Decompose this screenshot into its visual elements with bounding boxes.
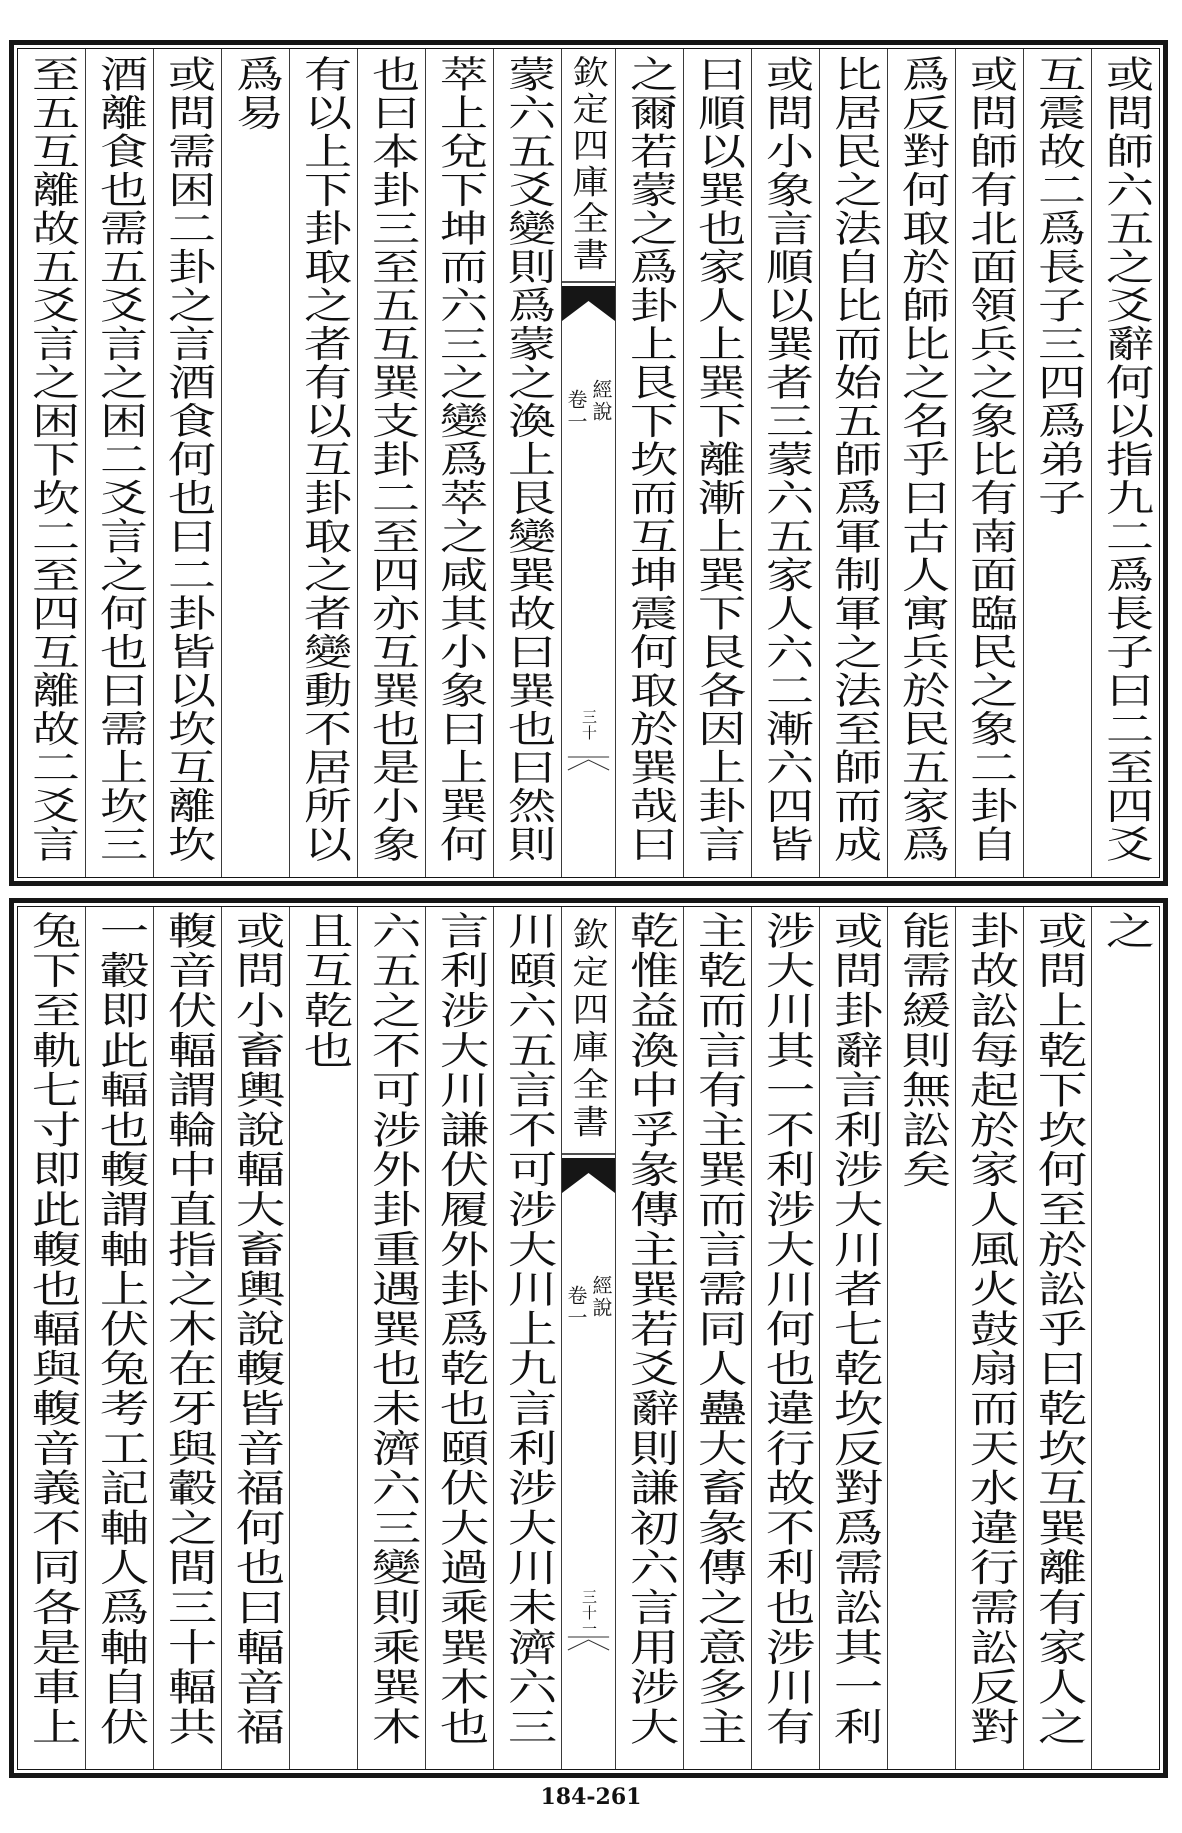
- gutter-title: [562, 55, 615, 274]
- text-column: [1091, 907, 1159, 1769]
- column-text: 也曰本卦三至五互巽支卦二至四亦互巽也是小象: [363, 55, 420, 864]
- text-column: [615, 907, 683, 1769]
- fishtail-ornament-icon: [562, 281, 615, 325]
- column-text: 能需緩則無訟矣: [892, 911, 951, 1190]
- gutter-folio-text: 三十: [580, 709, 598, 741]
- text-column: [751, 49, 819, 877]
- text-column: [153, 907, 221, 1769]
- gutter-volume: 卷一: [564, 389, 588, 433]
- column-text: 主乾而言有主巽而言需同人蠱大畜彖傳之意多主: [688, 911, 747, 1747]
- text-column: [683, 49, 751, 877]
- text-column: [289, 49, 357, 877]
- text-column: [493, 907, 561, 1769]
- column-text: 或問需困二卦之言酒食何也曰二卦皆以坎互離坎: [159, 55, 216, 864]
- column-text: 卦故訟每起於家人風火鼓扇而天水違行需訟反對: [960, 911, 1019, 1747]
- page-frame-lower: [9, 898, 1168, 1778]
- column-text: 涉大川其一不利涉大川何也違行故不利也涉川有: [756, 911, 815, 1747]
- text-column: [85, 49, 153, 877]
- gutter-book-name: 經說: [589, 1275, 613, 1319]
- center-gutter: [561, 907, 615, 1769]
- column-text: 或問小象言順以巽者三蒙六五家人六二漸六四皆: [757, 55, 814, 864]
- gutter-title-text: 欽定四庫全書: [567, 55, 610, 274]
- text-column: [18, 49, 85, 877]
- column-text: 之: [1096, 911, 1155, 951]
- column-text: 言利涉大川謙伏履外卦爲乾也頤伏大過乘巽木也: [430, 911, 489, 1747]
- fishtail-ornament-icon: [562, 1153, 615, 1197]
- column-text: 且互乾也: [294, 911, 353, 1071]
- page-frame-upper: [9, 40, 1168, 886]
- column-text: 萃上兌下坤而六三之變爲萃之咸其小象曰上巽何: [431, 55, 488, 864]
- text-column: [425, 907, 493, 1769]
- text-column: [221, 907, 289, 1769]
- gutter-folio-text: 三十一: [580, 1589, 598, 1637]
- gutter-volume: 卷一: [564, 1285, 588, 1329]
- text-column: [1023, 49, 1091, 877]
- text-column: [18, 907, 85, 1769]
- gutter-title-text: 欽定四庫全書: [567, 917, 610, 1142]
- text-column: [615, 49, 683, 877]
- column-text: 比居民之法自比而始五師爲軍制軍之法至師而成: [825, 55, 882, 864]
- text-column: [955, 49, 1023, 877]
- center-gutter: [561, 49, 615, 877]
- column-text: 蒙六五爻變則爲蒙之渙上艮變巽故曰巽也曰然則: [499, 55, 556, 864]
- column-text: 爲反對何取於師比之名乎曰古人寓兵於民五家爲: [893, 55, 950, 864]
- text-column: [1091, 49, 1159, 877]
- column-text: 兔下至軌七寸即此輹也輻與輹音義不同各是車上: [22, 911, 81, 1747]
- gutter-book-name: 經說: [589, 379, 613, 423]
- column-text: 乾惟益渙中孚彖傳主巽若爻辭則謙初六言用涉大: [620, 911, 679, 1747]
- column-text: 或問卦辭言利涉大川者七乾坎反對爲需訟其一利: [824, 911, 883, 1747]
- lower-fishtail-ornament-icon: [562, 755, 615, 773]
- column-text: 或問師有北面領兵之象比有南面臨民之象二卦自: [961, 55, 1018, 864]
- column-text: 之爾若蒙之爲卦上艮下坎而互坤震何取於巽哉曰: [621, 55, 678, 864]
- page-number: 184-261: [540, 1784, 642, 1810]
- column-text: 爲易: [227, 55, 284, 132]
- column-text: 曰順以巽也家人上巽下離漸上巽下艮各因上卦言: [689, 55, 746, 864]
- text-column: [819, 907, 887, 1769]
- text-column: [887, 49, 955, 877]
- gutter-folio: [562, 1589, 615, 1637]
- column-text: 互震故二爲長子三四爲弟子: [1029, 55, 1086, 517]
- text-column: [357, 49, 425, 877]
- column-text: 輹音伏輻謂輪中直指之木在牙與轂之間三十輻共: [158, 911, 217, 1747]
- text-column: [357, 907, 425, 1769]
- text-column: [955, 907, 1023, 1769]
- column-text: 有以上下卦取之者有以互卦取之者變動不居所以: [295, 55, 352, 864]
- column-text: 至五互離故五爻言之困下坎二至四互離故二爻言: [23, 55, 80, 864]
- column-text: 一轂即此輻也輹謂軸上伏兔考工記軸人爲軸自伏: [90, 911, 149, 1747]
- text-column: [153, 49, 221, 877]
- gutter-folio: [562, 709, 615, 741]
- text-column: [425, 49, 493, 877]
- gutter-title: [562, 917, 615, 1142]
- text-column: [493, 49, 561, 877]
- column-text: 或問師六五之爻辭何以指九二爲長子曰二至四爻: [1097, 55, 1154, 864]
- text-column: [751, 907, 819, 1769]
- gutter-book-info: [562, 379, 615, 433]
- lower-fishtail-ornament-icon: [562, 1635, 615, 1653]
- column-text: 或問小畜輿說輻大畜輿說輹皆音福何也曰輻音福: [226, 911, 285, 1747]
- column-text: 酒離食也需五爻言之困二爻言之何也曰需上坎三: [91, 55, 148, 864]
- column-text: 川頤六五言不可涉大川上九言利涉大川未濟六三: [498, 911, 557, 1747]
- text-column: [683, 907, 751, 1769]
- text-column: [221, 49, 289, 877]
- text-grid: [17, 906, 1160, 1770]
- gutter-book-info: [562, 1275, 615, 1329]
- text-grid: [17, 48, 1160, 878]
- column-text: 六五之不可涉外卦重遇巽也未濟六三變則乘巽木: [362, 911, 421, 1747]
- column-text: 或問上乾下坎何至於訟乎曰乾坎互巽離有家人之: [1028, 911, 1087, 1747]
- text-column: [887, 907, 955, 1769]
- text-column: [819, 49, 887, 877]
- text-column: [1023, 907, 1091, 1769]
- text-column: [85, 907, 153, 1769]
- text-column: [289, 907, 357, 1769]
